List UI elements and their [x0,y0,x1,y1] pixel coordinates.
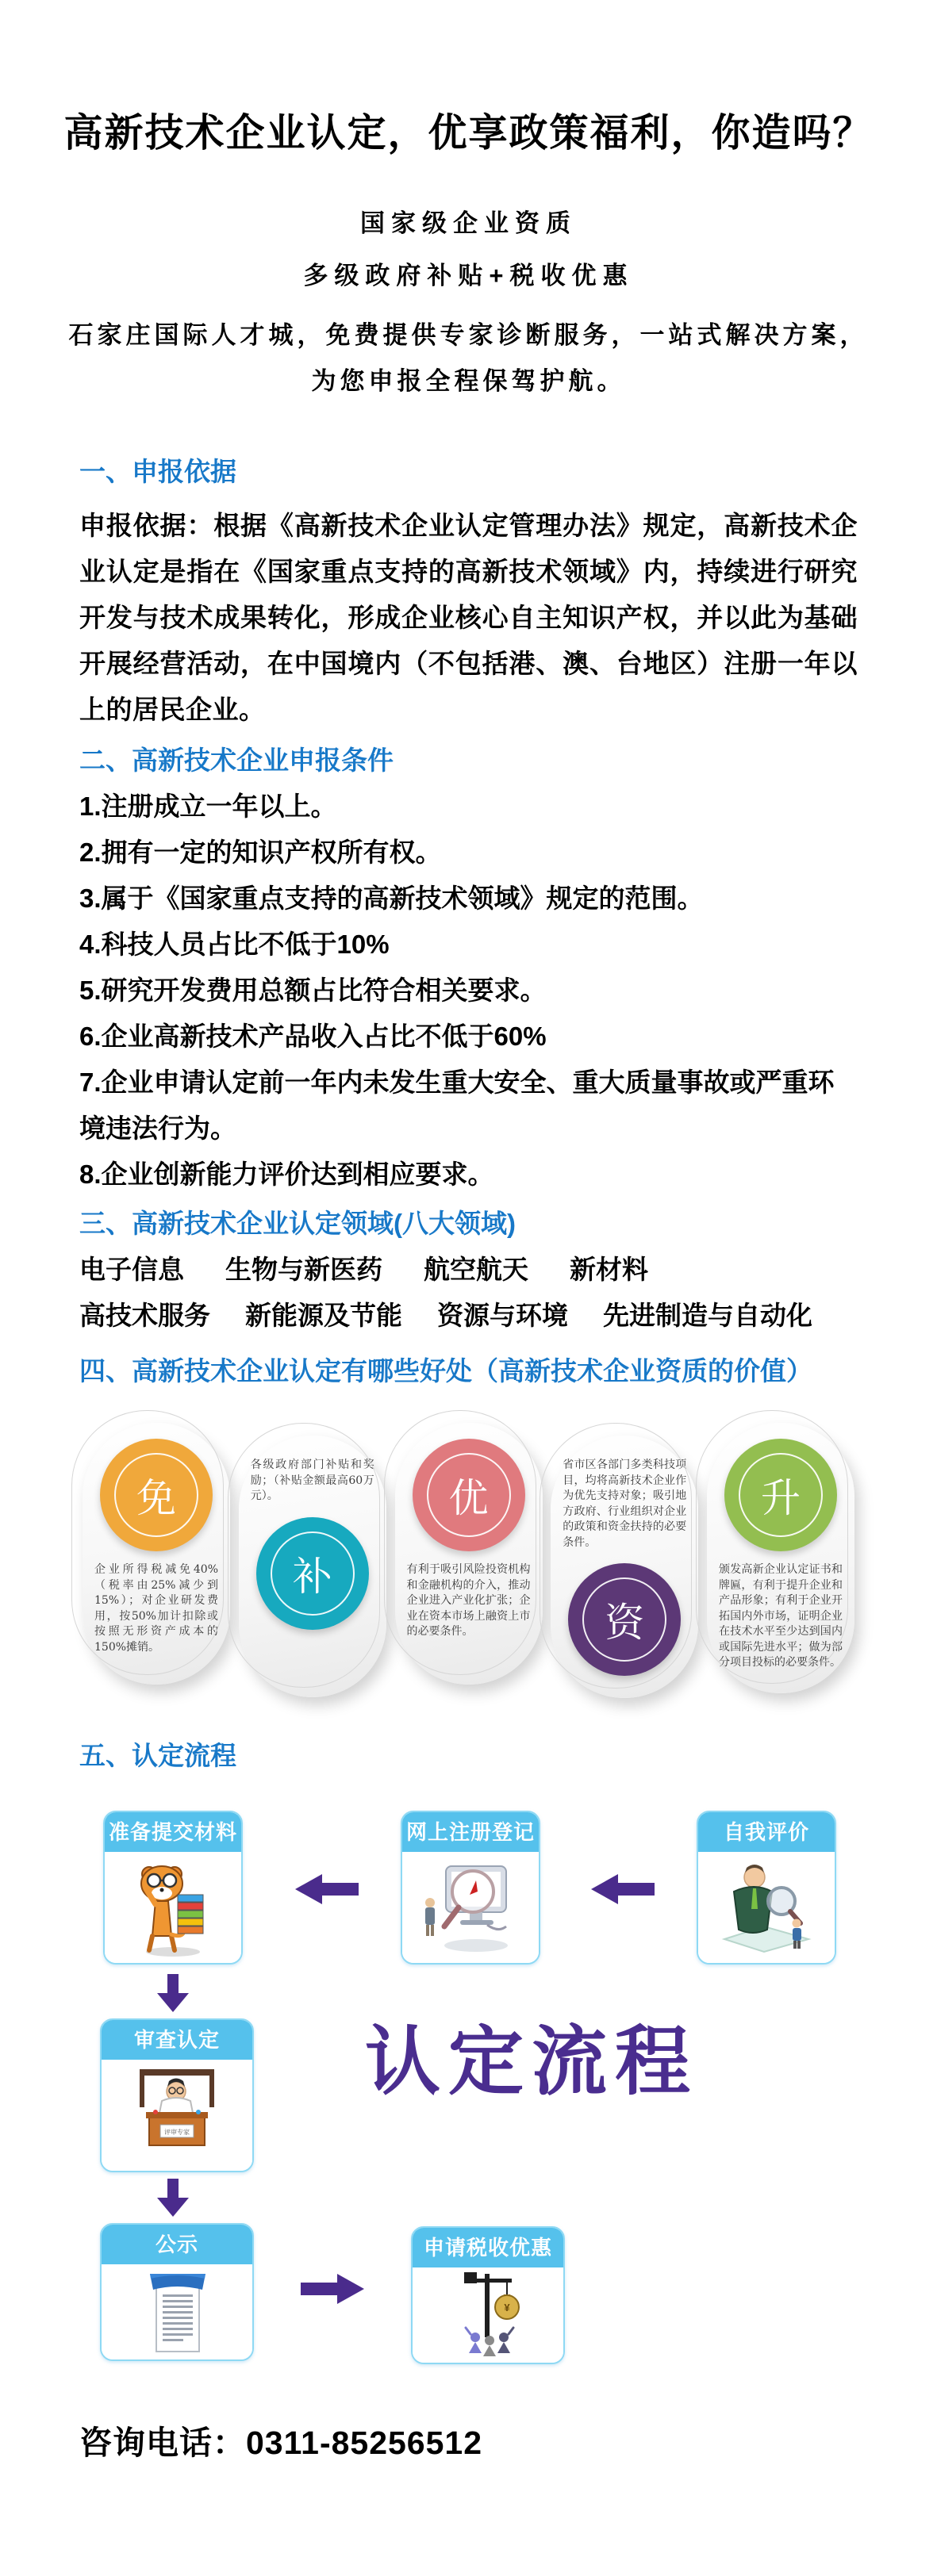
flow-box-publicity [100,2223,254,2361]
flow-box-title: 准备提交材料 [105,1812,241,1852]
field-item: 资源与环境 [437,1301,568,1330]
benefit-text: 颁发高新企业认定证书和牌匾，有利于提升企业和产品形象；有利于企业开拓国内外市场，证明企业在技术水平至少达到国内或国际先进水平；做为部分项目投标的必要条件。 [719,1563,843,1669]
condition-list [79,784,858,1198]
benefit-badge-circle [413,1439,525,1551]
condition-item: 2.拥有一定的知识产权所有权。 [79,838,442,867]
field-item: 航空航天 [424,1255,528,1284]
field-item: 新材料 [570,1255,648,1284]
flow-box-title: 网上注册登记 [402,1812,539,1852]
benefit-badge-circle [100,1439,213,1551]
benefit-badge-circle [724,1439,837,1551]
certification-flowchart [79,1811,858,2366]
benefit-capsules [79,1423,858,1698]
field-item: 先进制造与自动化 [603,1301,812,1330]
section4-heading: 四、高新技术企业认定有哪些好处（高新技术企业资质的价值） [79,1356,812,1386]
arrow-left-icon [295,1873,359,1906]
review-desk-label: 评审专家 [164,2129,190,2136]
section3-heading: 三、高新技术企业认定领域(八大领域) [79,1209,516,1238]
benefit-badge-char: 升 [761,1475,801,1521]
benefit-text: 有利于吸引风险投资机构和金融机构的介入，推动企业进入产业化扩张；企业在资本市场上融资上市的必要条件。 [406,1563,531,1638]
flow-box-apply-tax-benefit [411,2226,565,2364]
condition-item: 5.研究开发费用总额占比符合相关要求。 [79,976,547,1005]
benefit-badge-char: 优 [448,1475,489,1521]
benefit-badge-circle [256,1517,369,1630]
flow-box-title: 自我评价 [698,1812,835,1852]
computer-illustration [402,1852,539,1963]
flow-box-title: 审查认定 [102,2020,252,2060]
condition-item: 6.企业高新技术产品收入占比不低于60% [79,1022,547,1051]
subtitle-service: 石家庄国际人才城，免费提供专家诊断服务，一站式解决方案，为您申报全程保驾护航。 [68,321,869,395]
condition-item: 7.企业申请认定前一年内未发生重大安全、重大质量事故或严重环境违法行为。 [79,1068,835,1143]
fields-row-1 [79,1247,858,1293]
field-item: 高技术服务 [79,1301,210,1330]
section1-body: 申报依据：根据《高新技术企业认定管理办法》规定，高新技术企业认定是指在《国家重点支持的高新技术领域》内，持续进行研究开发与技术成果转化，形成企业核心自主知识产权，并以此为基础开展经营活动，在中国境内（不包括港、澳、台地区）注册一年以上的居民企业。 [79,511,858,724]
arrow-right-icon [301,2272,364,2306]
condition-item: 3.属于《国家重点支持的高新技术领域》规定的范围。 [79,884,704,913]
benefit-text: 企业所得税减免40%（税率由25%减少到15%）；对企业研发费用，按50%加计扣除或按照无形资产成本的150%摊销。 [94,1563,218,1654]
subtitle-qualification: 国家级企业资质 [360,209,577,237]
svg-text:¥: ¥ [504,2302,510,2313]
money-bag-illustration [413,2267,563,2363]
header [0,109,937,404]
benefit-capsule-financing [395,1423,543,1685]
benefit-text: 各级政府部门补贴和奖励；（补贴金额最高60万元）。 [250,1459,374,1502]
arrow-down-icon [157,2179,189,2217]
review-expert-illustration [102,2060,252,2171]
page-title: 高新技术企业认定，优享政策福利，你造吗？ [63,112,874,155]
condition-item: 4.科技人员占比不低于10% [79,930,390,959]
benefit-capsule-tax-free [83,1423,230,1685]
section2-heading: 二、高新技术企业申报条件 [79,746,394,775]
flow-box-review [100,2018,254,2172]
section1-heading: 一、申报依据 [79,457,236,486]
subtitle-subsidy: 多级政府补贴+税收优惠 [303,262,634,289]
benefit-text: 省市区各部门多类科技项目，均将高新技术企业作为优先支持对象；吸引地方政府、行业组织对企业的政策和资金扶持的必要条件。 [563,1459,687,1549]
condition-item: 1.注册成立一年以上。 [79,792,337,821]
benefit-badge-char: 免 [136,1475,176,1521]
benefit-badge-char: 补 [292,1553,332,1600]
publicity-list-illustration [102,2264,252,2359]
benefit-capsule-support [551,1436,698,1698]
field-item: 生物与新医药 [225,1255,382,1284]
field-item: 电子信息 [79,1255,184,1284]
field-item: 新能源及节能 [245,1301,402,1330]
benefit-badge-char: 资 [605,1600,645,1646]
benefit-capsule-subsidy [239,1436,386,1697]
contact-phone: 咨询电话：0311-85256512 [79,2425,483,2461]
tiger-illustration [105,1852,241,1963]
condition-item: 8.企业创新能力评价达到相应要求。 [79,1160,494,1189]
flow-box-prepare-materials [103,1811,243,1965]
flow-box-title: 公示 [102,2225,252,2264]
benefit-capsule-image [707,1423,854,1693]
flow-box-title: 申请税收优惠 [413,2228,563,2267]
flow-box-self-evaluation [697,1811,836,1965]
section5-heading: 五、认定流程 [79,1741,236,1770]
flow-watermark: 认定流程 [365,2020,699,2104]
inspector-illustration [698,1852,835,1963]
arrow-left-icon [591,1873,655,1906]
content [0,449,937,2366]
arrow-down-icon [157,1974,189,2012]
flow-box-online-register [401,1811,540,1965]
benefit-badge-circle [568,1563,681,1676]
fields-row-2 [79,1293,858,1339]
